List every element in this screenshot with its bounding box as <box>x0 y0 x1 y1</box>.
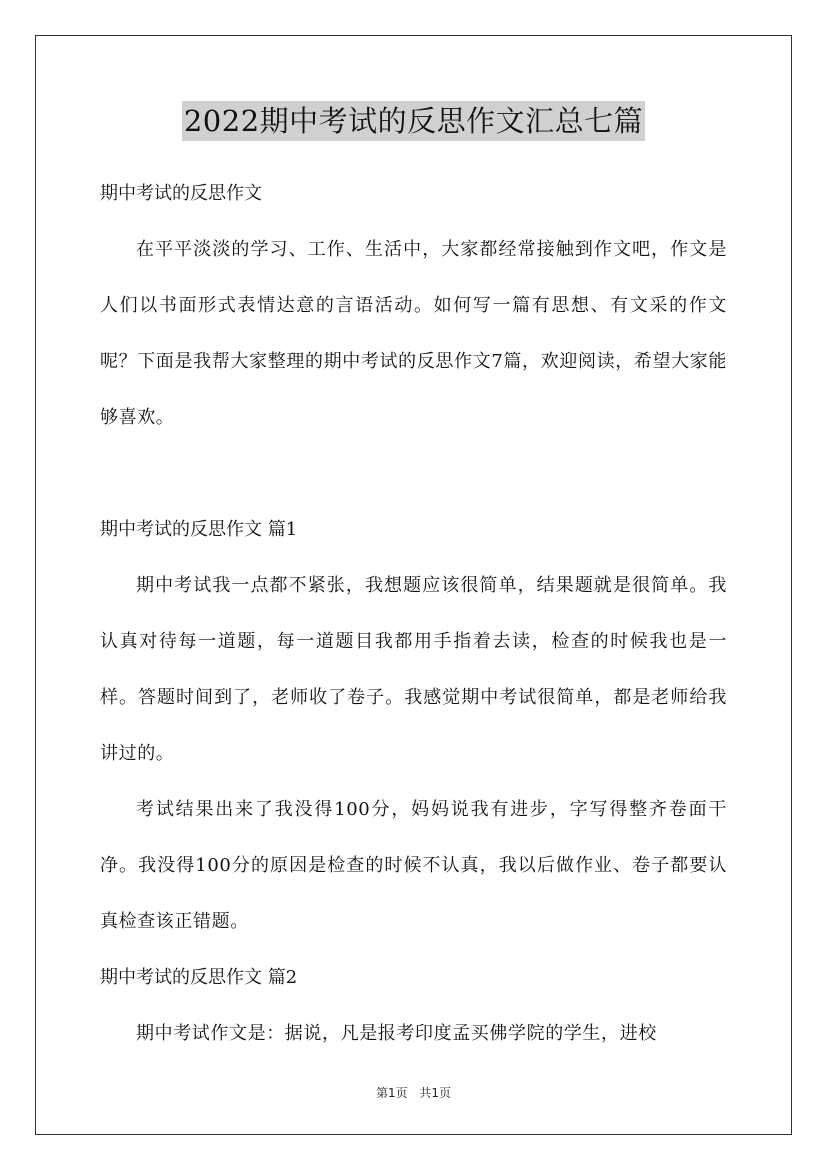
title-container <box>0 101 827 141</box>
section-1-paragraph-2: 考试结果出来了我没得100分，妈妈说我有进步，字写得整齐卷面干净。我没得100分的原因是检查的时候不认真，我以后做作业、卷子都要认真检查该正错题。 <box>100 799 727 932</box>
page-number-current: 第1页 <box>375 1086 408 1100</box>
page-footer <box>0 1084 827 1101</box>
section-heading-1: 期中考试的反思作文 篇1 <box>100 519 298 540</box>
section-1-paragraph-1: 期中考试我一点都不紧张，我想题应该很简单，结果题就是很简单。我认真对待每一道题，每一道题目我都用手指着去读，检查的时候我也是一样。答题时间到了，老师收了卷子。我感觉期中考试很简单，都是老师给我讲过的。 <box>100 575 727 764</box>
blank-line <box>100 446 727 502</box>
document-title: 2022期中考试的反思作文汇总七篇 <box>182 101 645 141</box>
section-heading-2: 期中考试的反思作文 篇2 <box>100 967 298 988</box>
intro-paragraph: 在平平淡淡的学习、工作、生活中，大家都经常接触到作文吧，作文是人们以书面形式表情达意的言语活动。如何写一篇有思想、有文采的作文呢？下面是我帮大家整理的期中考试的反思作文7篇，欢迎阅读，希望大家能够喜欢。 <box>100 239 727 428</box>
document-body <box>100 166 727 1062</box>
page-number-total: 共1页 <box>419 1086 452 1100</box>
intro-heading: 期中考试的反思作文 <box>100 183 262 204</box>
section-2-paragraph-1: 期中考试作文是：据说，凡是报考印度孟买佛学院的学生，进校 <box>136 1023 657 1044</box>
